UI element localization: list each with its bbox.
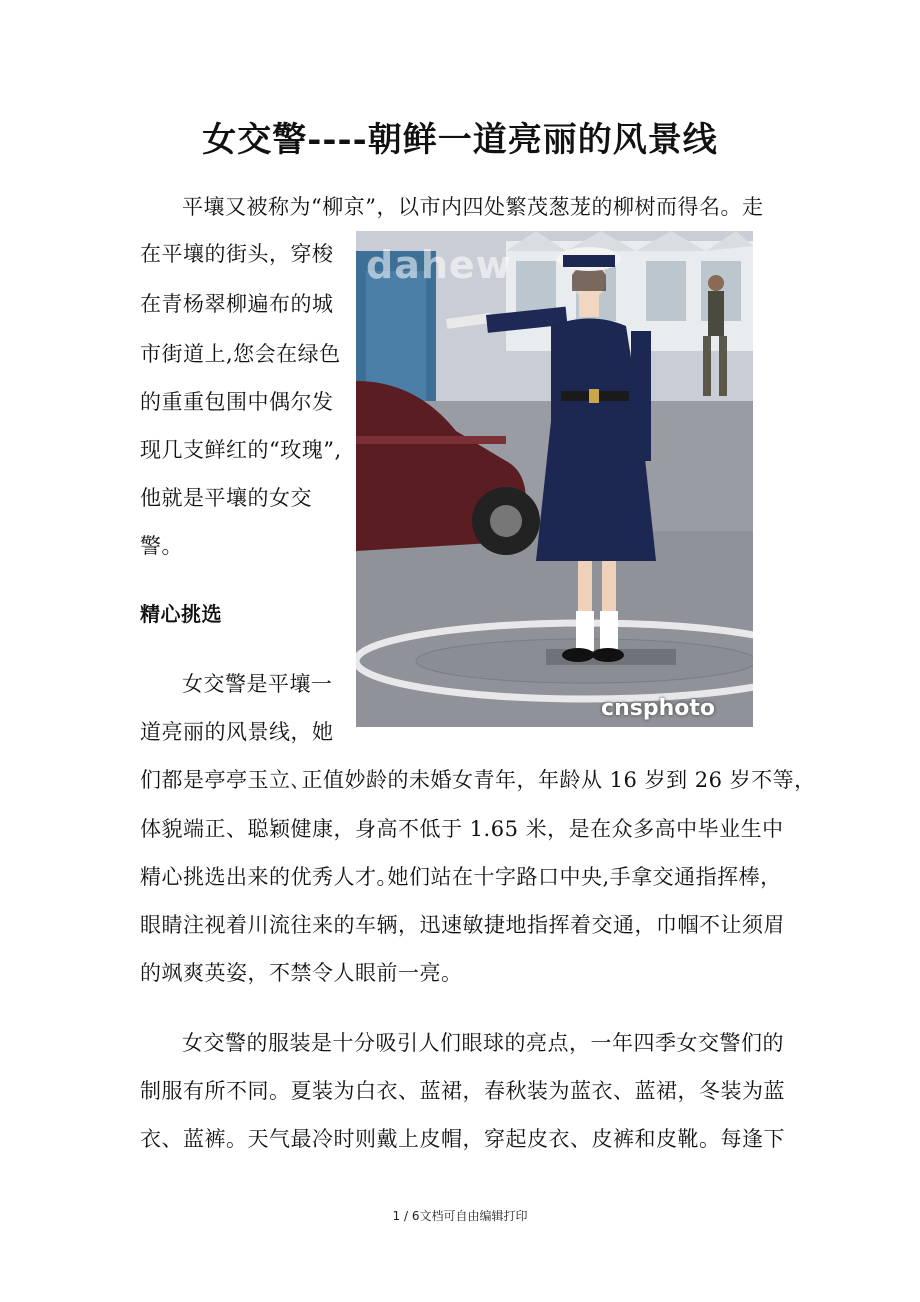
paragraph1-line5: 的重重包围中偶尔发 — [140, 390, 334, 414]
photo-watermark-bottom: cnsphoto — [601, 696, 715, 721]
paragraph1-line4: 市街道上,您会在绿色 — [140, 342, 341, 366]
page-title: 女交警----朝鲜一道亮丽的风景线 — [202, 120, 718, 160]
paragraph3-line2: 制服有所不同。夏装为白衣、蓝裙，春秋装为蓝衣、蓝裙，冬装为蓝 — [140, 1079, 785, 1103]
paragraph2-line3: 们都是亭亭玉立､正值妙龄的未婚女青年，年龄从 16 岁到 26 岁不等， — [140, 768, 816, 792]
paragraph2-line7: 的飒爽英姿，不禁令人眼前一亮。 — [140, 961, 463, 985]
paragraph2-line5: 精心挑选出来的优秀人才｡她们站在十字路口中央,手拿交通指挥棒， — [140, 865, 782, 889]
paragraph1-line1: 平壤又被称为“柳京”，以市内四处繁茂葱茏的柳树而得名。走 — [182, 195, 764, 219]
paragraph2-line6: 眼睛注视着川流往来的车辆，迅速敏捷地指挥着交通，巾帼不让须眉 — [140, 913, 785, 937]
page-footer: 1 / 6文档可自由编辑打印 — [392, 1209, 528, 1223]
paragraph1-line3: 在青杨翠柳遍布的城 — [140, 292, 334, 316]
paragraph3-line1: 女交警的服装是十分吸引人们眼球的亮点，一年四季女交警们的 — [182, 1031, 784, 1055]
traffic-police-photo — [356, 231, 753, 727]
paragraph3-line3: 衣、蓝裤。天气最冷时则戴上皮帽，穿起皮衣、皮裤和皮靴。每逢下 — [140, 1127, 785, 1151]
paragraph2-line1: 女交警是平壤一 — [182, 672, 333, 696]
paragraph1-line7: 他就是平壤的女交 — [140, 486, 312, 510]
photo-watermark-top: dahew — [366, 243, 512, 287]
paragraph2-line4: 体貌端正、聪颖健康，身高不低于 1.65 米，是在众多高中毕业生中 — [140, 817, 784, 841]
section-heading: 精心挑选 — [140, 602, 222, 626]
paragraph1-line6: 现几支鲜红的“玫瑰”, — [140, 438, 342, 462]
photo-illustration — [356, 231, 753, 727]
paragraph1-line8: 警。 — [140, 534, 183, 558]
paragraph2-line2: 道亮丽的风景线，她 — [140, 720, 334, 744]
paragraph1-line2: 在平壤的街头，穿梭 — [140, 242, 334, 266]
